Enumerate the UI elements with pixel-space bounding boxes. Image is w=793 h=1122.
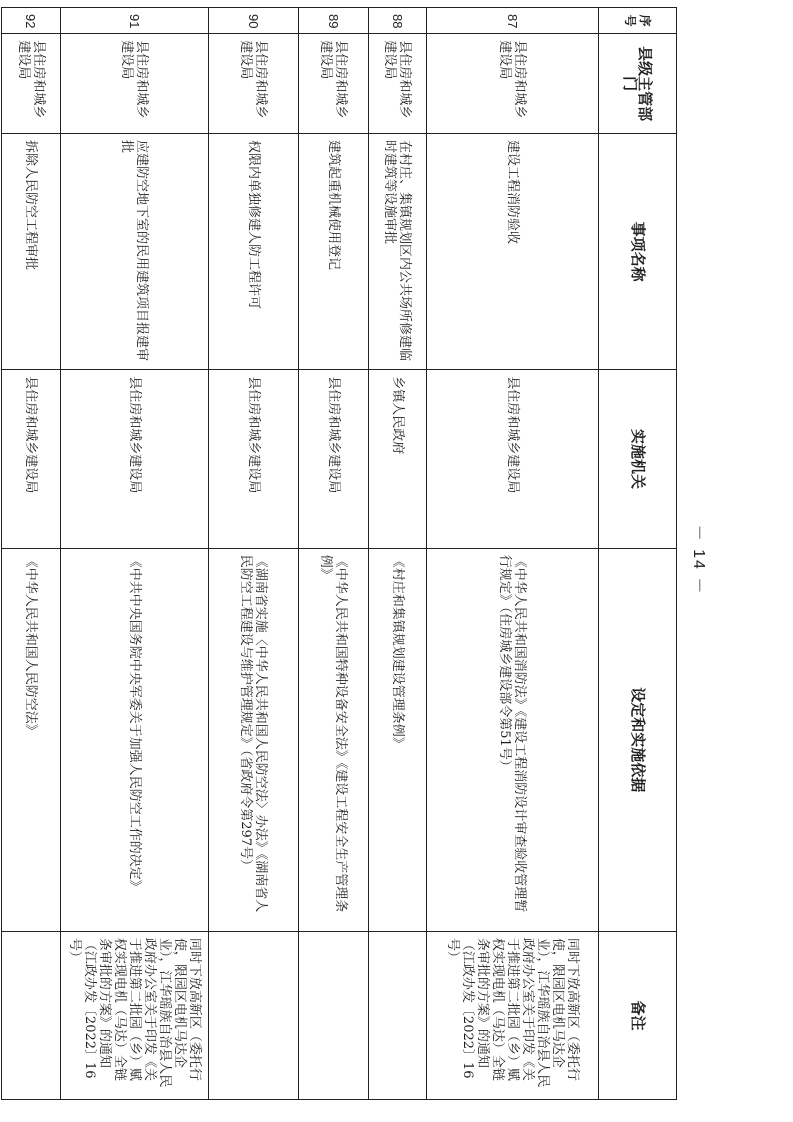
row-name: 建设工程消防验收 (427, 133, 599, 369)
table-row (369, 8, 427, 1100)
row-dept: 县住房和城乡建设局 (299, 34, 369, 134)
row-seq: 91 (61, 8, 209, 34)
row-seq: 92 (2, 8, 61, 34)
row-name: 拆除人民防空工程审批 (2, 133, 61, 369)
row-dept: 县住房和城乡建设局 (209, 34, 299, 134)
row-seq: 90 (209, 8, 299, 34)
row-agency: 县住房和城乡建设局 (2, 370, 61, 548)
row-seq: 87 (427, 8, 599, 34)
table-row (61, 8, 209, 1100)
header-agency: 实施机关 (599, 370, 677, 548)
row-agency: 县住房和城乡建设局 (427, 370, 599, 548)
row-basis: 《村庄和集镇规划建设管理条例》 (369, 548, 427, 931)
row-note (299, 931, 369, 1099)
row-agency: 县住房和城乡建设局 (299, 370, 369, 548)
table-row (427, 8, 599, 1100)
row-dept: 县住房和城乡建设局 (427, 34, 599, 134)
row-basis: 《湖南省实施〈中华人民共和国人民防空法〉办法》《湖南省人民防空工程建设与维护管理规定》（省政府令第297号） (209, 548, 299, 931)
row-name: 在村庄、集镇规划区内公共场所修建临时建筑等设施审批 (369, 133, 427, 369)
row-name: 建筑起重机械使用登记 (299, 133, 369, 369)
row-note (369, 931, 427, 1099)
table-row (299, 8, 369, 1100)
row-dept: 县住房和城乡建设局 (61, 34, 209, 134)
table-header-row (599, 8, 677, 1100)
header-basis: 设定和实施依据 (599, 548, 677, 931)
header-name: 事项名称 (599, 133, 677, 369)
rotated-table-sheet (16, 7, 677, 1100)
row-name: 权限内单独修建人防工程许可 (209, 133, 299, 369)
row-note: 同时下放高新区（委托行使，限园区电机马达企业），江华瑶族自治县人民政府办公室关于印发《关于推进第二批园（乡）赋权实现电机（马达）全链条审批的方案》的通知（江政办发〔2022〕16号） (61, 931, 209, 1099)
row-basis: 《中华人民共和国人民防空法》 (2, 548, 61, 931)
row-dept: 县住房和城乡建设局 (2, 34, 61, 134)
header-note: 备注 (599, 931, 677, 1099)
page-number: － 14 － (690, 524, 707, 596)
row-seq: 89 (299, 8, 369, 34)
row-basis: 《中共中央国务院中央军委关于加强人民防空工作的决定》 (61, 548, 209, 931)
row-dept: 县住房和城乡建设局 (369, 34, 427, 134)
row-basis: 《中华人民共和国特种设备安全法》《建设工程安全生产管理条例》 (299, 548, 369, 931)
row-agency: 县住房和城乡建设局 (61, 370, 209, 548)
row-note (209, 931, 299, 1099)
table-row (2, 8, 61, 1100)
header-seq: 序号 (599, 8, 677, 34)
row-agency: 县住房和城乡建设局 (209, 370, 299, 548)
row-seq: 88 (369, 8, 427, 34)
row-note: 同时下放高新区（委托行使，限园区电机马达企业），江华瑶族自治县人民政府办公室关于印发《关于推进第二批园（乡）赋权实现电机（马达）全链条审批的方案》的通知（江政办发〔2022〕16号） (427, 931, 599, 1099)
approval-items-table (1, 7, 677, 1100)
row-basis: 《中华人民共和国消防法》《建设工程消防设计审查验收管理暂行规定》（住房城乡建设部令第51号） (427, 548, 599, 931)
row-note (2, 931, 61, 1099)
header-dept: 县级主管部门 (599, 34, 677, 134)
table-row (209, 8, 299, 1100)
row-name: 应建防空地下室的民用建筑项目报建审批 (61, 133, 209, 369)
row-agency: 乡镇人民政府 (369, 370, 427, 548)
